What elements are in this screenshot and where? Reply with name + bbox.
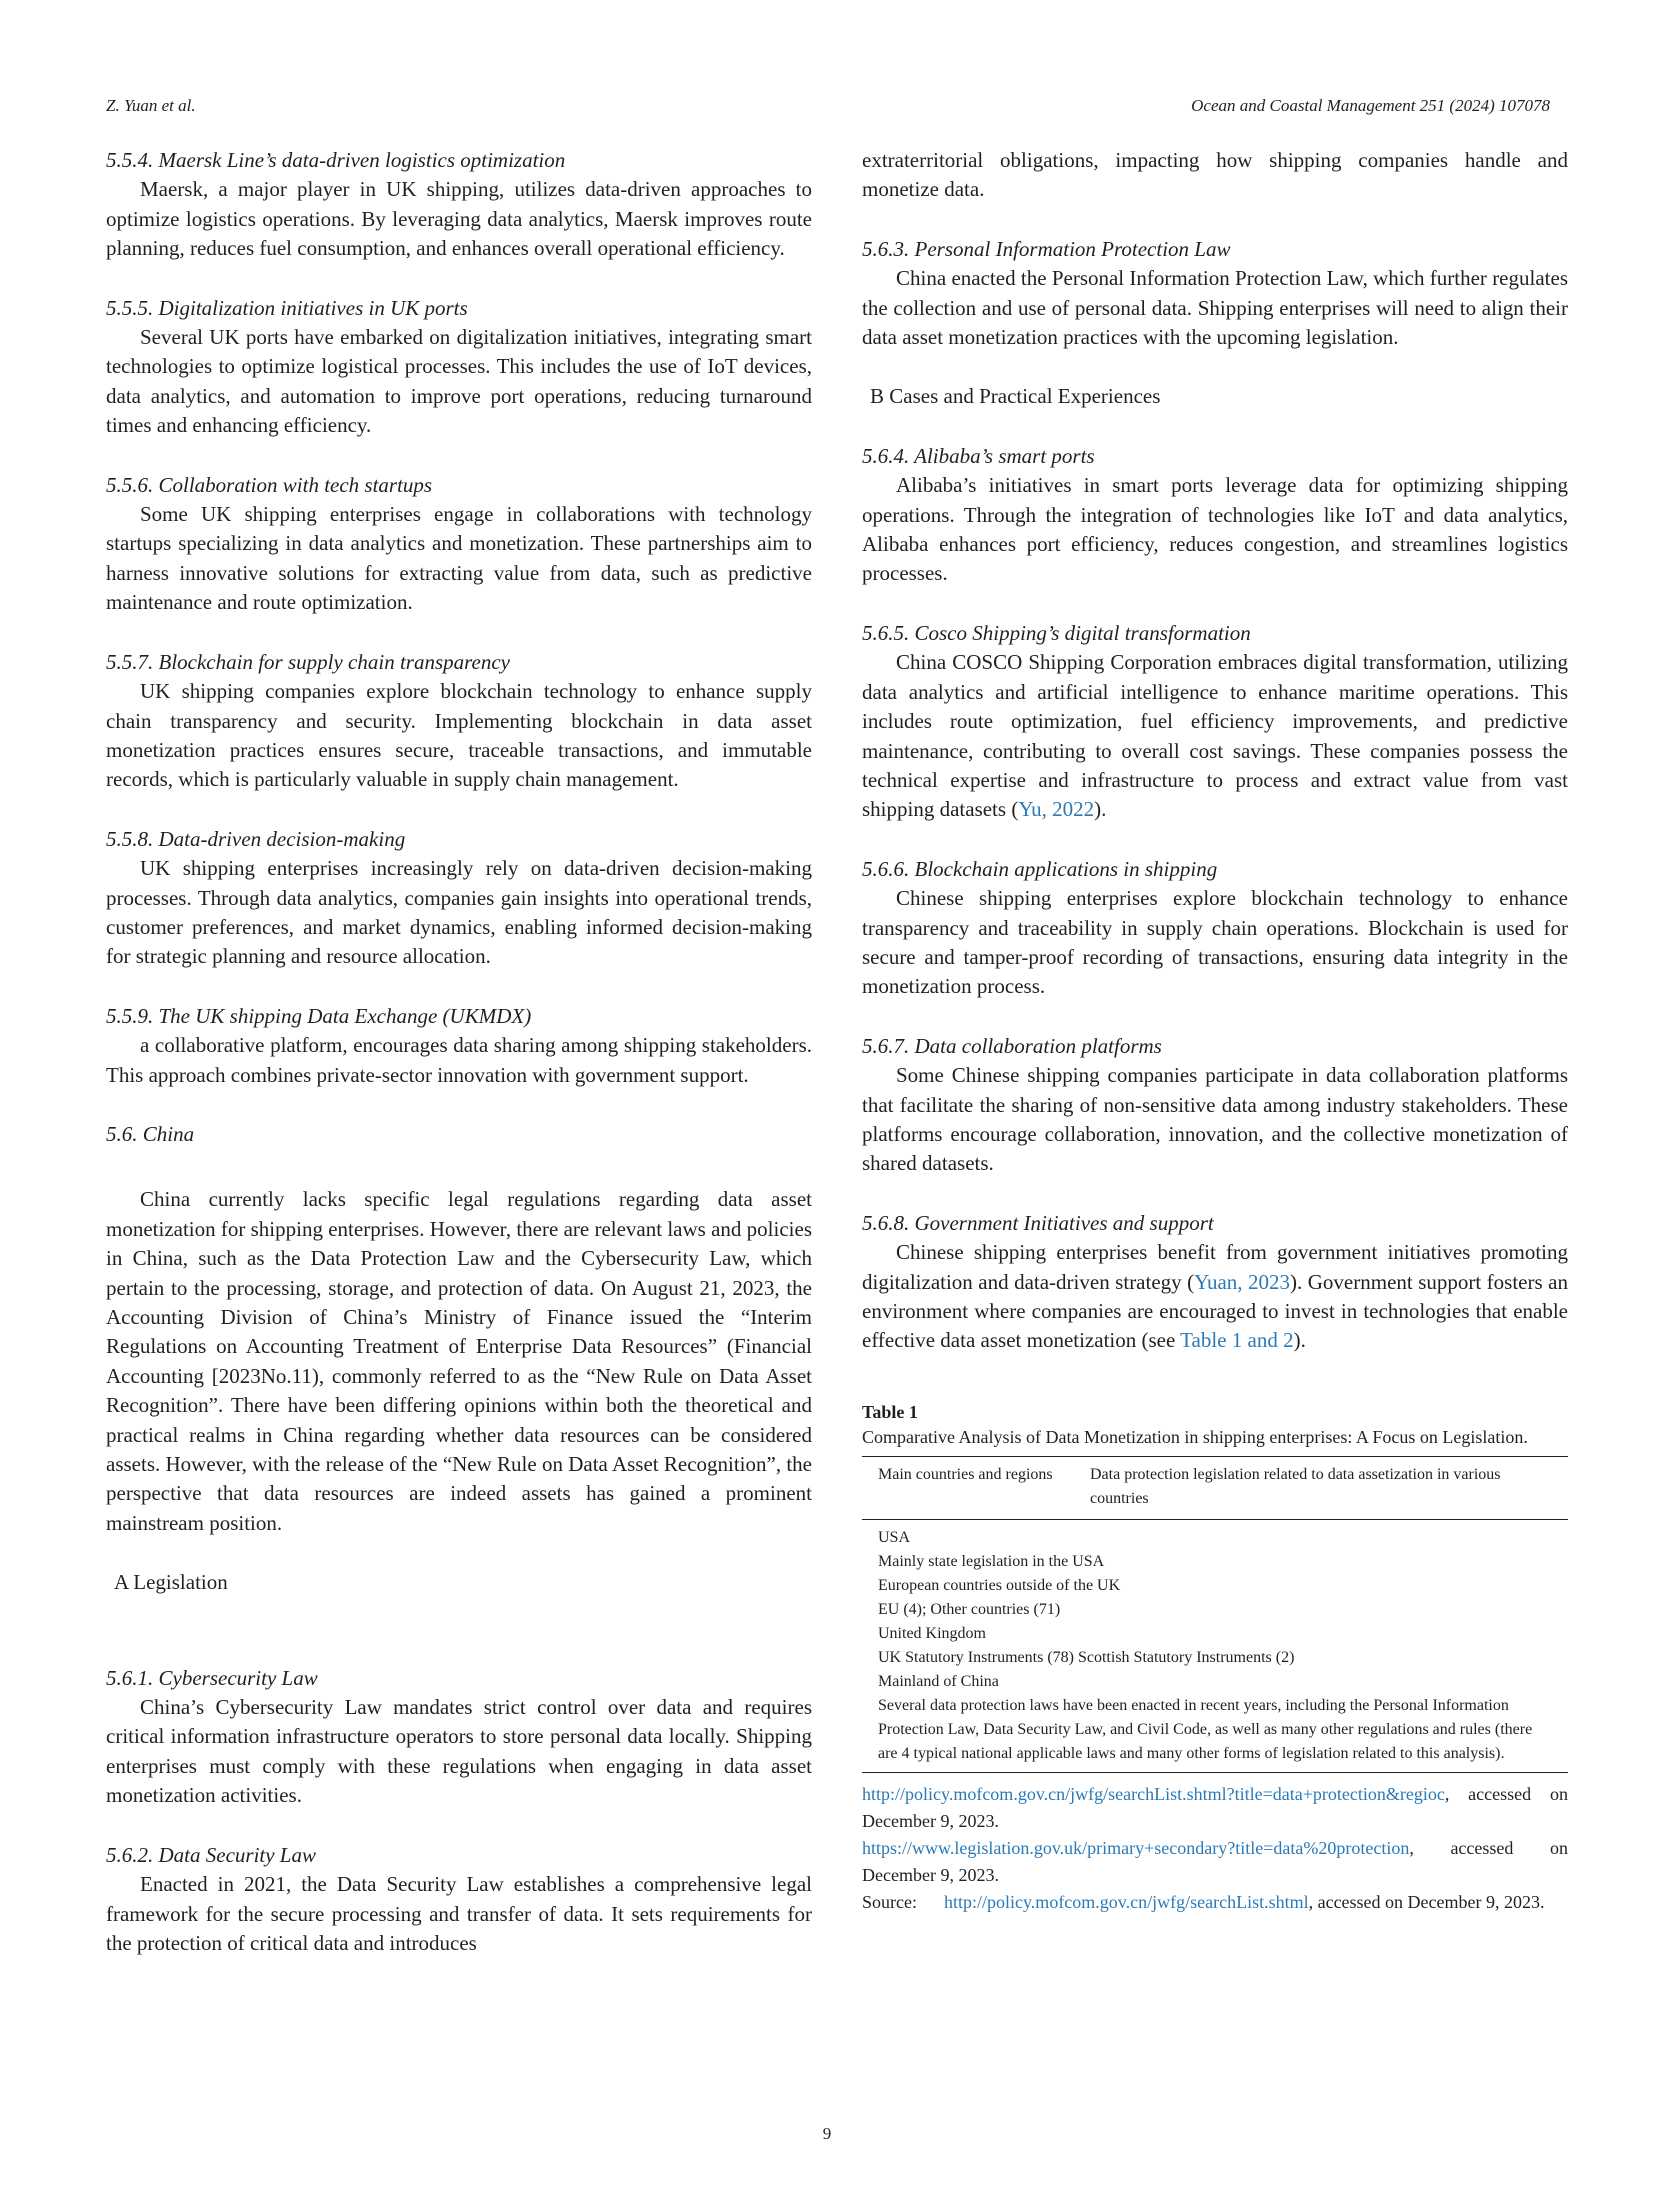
- section-body: Some Chinese shipping companies participate in data collaboration platforms that facilitate the sharing of non-sensitive data among industry stakeholders. These platforms encourage collaboration, innovation, and the collective monetization of shared datasets.: [862, 1063, 1568, 1176]
- section-title: 5.6.8. Government Initiatives and support: [862, 1210, 1214, 1235]
- section-title: 5.5.9. The UK shipping Data Exchange (UKMDX): [106, 1003, 532, 1028]
- page-number: 9: [822, 2124, 832, 2143]
- section-title: 5.5.4. Maersk Line’s data-driven logistics optimization: [106, 148, 566, 172]
- right-column: [862, 146, 1568, 1916]
- body-text: ).: [1094, 797, 1107, 822]
- table-row: Mainly state legislation in the USA: [878, 1552, 1105, 1570]
- table-title: Table 1: [862, 1401, 918, 1422]
- running-header-authors: Z. Yuan et al.: [106, 96, 196, 115]
- section-5-5-8: [106, 825, 812, 972]
- section-5-5-4: [106, 146, 812, 264]
- running-header-journal: Ocean and Coastal Management 251 (2024) 107078: [1191, 96, 1550, 115]
- section-body: [862, 648, 1568, 824]
- source-link[interactable]: http://policy.mofcom.gov.cn/jwfg/searchList.shtml: [943, 1891, 1309, 1912]
- note-text: , accessed on December 9, 2023.: [862, 1783, 1568, 1831]
- left-column: [106, 146, 812, 1988]
- table-reference-link[interactable]: Table 1 and 2: [1180, 1328, 1294, 1353]
- continued-text: [862, 146, 1568, 205]
- section-title: 5.5.8. Data-driven decision-making: [106, 826, 406, 851]
- section-5-6-6: [862, 855, 1568, 1002]
- note-text: , accessed on December 9, 2023.: [862, 1837, 1568, 1885]
- table-notes: [862, 1781, 1568, 1916]
- section-5-6-4: [862, 442, 1568, 589]
- table-header-regions: Main countries and regions: [862, 1456, 1074, 1519]
- section-title: 5.6.1. Cybersecurity Law: [106, 1665, 318, 1690]
- table-body-cell: [862, 1519, 1568, 1772]
- citation-link[interactable]: Yuan, 2023: [1194, 1269, 1291, 1294]
- source-label: Source:: [862, 1891, 917, 1912]
- body-text: ).: [1293, 1328, 1306, 1353]
- note-text: , accessed on December 9, 2023.: [1308, 1891, 1545, 1912]
- section-5-6-5: [862, 619, 1568, 825]
- section-title: 5.5.7. Blockchain for supply chain transparency: [106, 649, 510, 674]
- body-text: ). Government support fosters an environment where companies are encouraged to invest in technologies that enable effective data asset monetization (see: [862, 1269, 1568, 1353]
- section-title: 5.6. China: [106, 1121, 195, 1146]
- section-title: 5.6.6. Blockchain applications in shipping: [862, 856, 1218, 881]
- section-body: extraterritorial obligations, impacting how shipping companies handle and monetize data.: [862, 148, 1568, 202]
- table-row: Several data protection laws have been enacted in recent years, including the Personal Information Protection Law, Data Security Law, and Civil Code, as well as many other regulations and rules (there are 4 typical national applicable laws and many other forms of legislation related to this analysis).: [878, 1696, 1533, 1762]
- section-body: UK shipping companies explore blockchain technology to enhance supply chain transparency and security. Implementing blockchain in data asset monetization practices ensures secure, traceable transactions, and immutable records, which is particularly valuable in supply chain management.: [106, 679, 812, 792]
- table-caption: Comparative Analysis of Data Monetization in shipping enterprises: A Focus on Legislation.: [862, 1426, 1528, 1447]
- table-row: UK Statutory Instruments (78) Scottish Statutory Instruments (2): [878, 1648, 1295, 1666]
- section-5-6-7: [862, 1032, 1568, 1179]
- section-body: a collaborative platform, encourages data sharing among shipping stakeholders. This approach combines private-sector innovation with government support.: [106, 1033, 812, 1087]
- section-body: Several UK ports have embarked on digitalization initiatives, integrating smart technologies to optimize logistical processes. This includes the use of IoT devices, data analytics, and automation to improve port operations, reducing turnaround times and enhancing efficiency.: [106, 325, 812, 438]
- table-row: United Kingdom: [878, 1624, 986, 1642]
- table-row: EU (4); Other countries (71): [878, 1600, 1061, 1618]
- section-body: Some UK shipping enterprises engage in collaborations with technology startups specializing in data analytics and monetization. These partnerships aim to harness innovative solutions for extracting value from data, such as predictive maintenance and route optimization.: [106, 502, 812, 615]
- section-body: Maersk, a major player in UK shipping, utilizes data-driven approaches to optimize logistics operations. By leveraging data analytics, Maersk improves route planning, reduces fuel consumption, and enhances overall operational efficiency.: [106, 177, 812, 261]
- note-link[interactable]: http://policy.mofcom.gov.cn/jwfg/searchList.shtml?title=data+protection&regioc: [862, 1783, 1445, 1804]
- section-body: Alibaba’s initiatives in smart ports leverage data for optimizing shipping operations. Through the integration of technologies like IoT and data analytics, Alibaba enhances port efficiency, reduces congestion, and streamlines logistics processes.: [862, 473, 1568, 586]
- note-link[interactable]: https://www.legislation.gov.uk/primary+secondary?title=data%20protection: [862, 1837, 1410, 1858]
- table-note: [862, 1781, 1568, 1835]
- body-text: China COSCO Shipping Corporation embraces digital transformation, utilizing data analytics and artificial intelligence to enhance maritime operations. This includes route optimization, fuel efficiency improvements, and predictive maintenance, contributing to overall cost savings. These companies possess the technical expertise and infrastructure to process and extract value from vast shipping datasets (: [862, 650, 1568, 822]
- section-body: UK shipping enterprises increasingly rely on data-driven decision-making processes. Through data analytics, companies gain insights into operational trends, customer preferences, and market dynamics, enabling informed decision-making for strategic planning and resource allocation.: [106, 856, 812, 969]
- section-5-6-1: [106, 1664, 812, 1811]
- table-row: European countries outside of the UK: [878, 1576, 1121, 1594]
- subsection-label-b: B Cases and Practical Experiences: [870, 384, 1161, 409]
- section-5-6-2: [106, 1841, 812, 1959]
- table-header-legislation: Data protection legislation related to data assetization in various countries: [1074, 1456, 1568, 1519]
- section-body: China currently lacks specific legal regulations regarding data asset monetization for shipping enterprises. However, there are relevant laws and policies in China, such as the Data Protection Law and the Cybersecurity Law, which pertain to the processing, storage, and protection of data. On August 21, 2023, the Accounting Division of China’s Ministry of Finance issued the “Interim Regulations on Accounting Treatment of Enterprise Data Resources” (Financial Accounting [2023No.11), commonly referred to as the “New Rule on Data Asset Recognition”. There have been differing opinions within both the theoretical and practical realms in China regarding whether data resources can be considered assets. However, with the release of the “New Rule on Data Asset Recognition”, the perspective that data resources are indeed assets has gained a prominent mainstream position.: [106, 1187, 812, 1535]
- section-5-5-7: [106, 648, 812, 795]
- section-title: 5.6.7. Data collaboration platforms: [862, 1033, 1162, 1058]
- section-title: 5.6.2. Data Security Law: [106, 1842, 316, 1867]
- table-source: [862, 1889, 1568, 1916]
- table-note: [862, 1835, 1568, 1889]
- body-text: Chinese shipping enterprises benefit from government initiatives promoting digitalization and data-driven strategy (: [862, 1240, 1568, 1294]
- table-row: Mainland of China: [878, 1672, 999, 1690]
- citation-link[interactable]: Yu, 2022: [1018, 797, 1095, 822]
- section-body: Enacted in 2021, the Data Security Law establishes a comprehensive legal framework for the secure processing and transfer of data. It sets requirements for the protection of critical data and introduces: [106, 1872, 812, 1955]
- section-5-6: [106, 1120, 812, 1538]
- section-5-5-9: [106, 1002, 812, 1090]
- section-body: China enacted the Personal Information Protection Law, which further regulates the collection and use of personal data. Shipping enterprises will need to align their data asset monetization practices with the upcoming legislation.: [862, 266, 1568, 350]
- section-body: Chinese shipping enterprises explore blockchain technology to enhance transparency and traceability in supply chain operations. Blockchain is used for secure and tamper-proof recording of transactions, ensuring data integrity in the monetization process.: [862, 886, 1568, 999]
- section-title: 5.6.4. Alibaba’s smart ports: [862, 443, 1095, 468]
- section-body: [862, 1238, 1568, 1356]
- section-5-6-3: [862, 235, 1568, 353]
- section-title: 5.5.5. Digitalization initiatives in UK ports: [106, 295, 468, 320]
- section-5-6-8: [862, 1209, 1568, 1356]
- table-row: USA: [878, 1528, 911, 1546]
- section-title: 5.6.5. Cosco Shipping’s digital transformation: [862, 620, 1251, 645]
- section-5-5-6: [106, 471, 812, 618]
- legislation-table: [862, 1456, 1568, 1773]
- subsection-label-a: A Legislation: [114, 1570, 228, 1595]
- section-title: 5.5.6. Collaboration with tech startups: [106, 472, 433, 497]
- section-title: 5.6.3. Personal Information Protection Law: [862, 236, 1231, 261]
- section-body: China’s Cybersecurity Law mandates strict control over data and requires critical information infrastructure operators to store personal data locally. Shipping enterprises must comply with these regulations when engaging in data asset monetization activities.: [106, 1695, 812, 1808]
- section-5-5-5: [106, 294, 812, 441]
